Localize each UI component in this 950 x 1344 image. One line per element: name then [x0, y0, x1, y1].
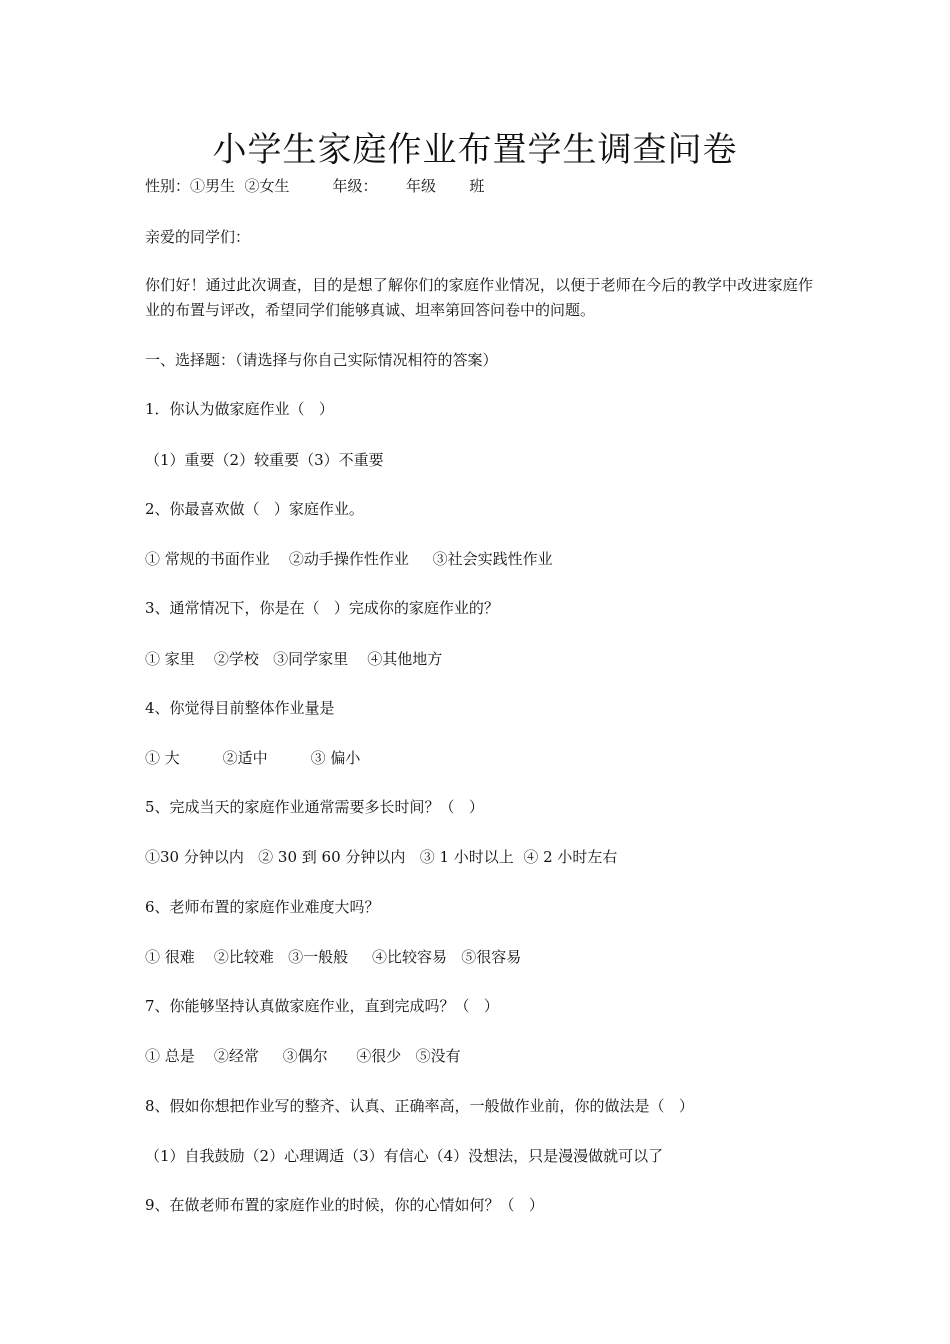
- section-heading: 一、选择题：（请选择与你自己实际情况相符的答案）: [145, 351, 498, 369]
- question-7-options: ① 总是 ②经常 ③偶尔 ④很少 ⑤没有: [145, 1047, 461, 1065]
- page-title: 小学生家庭作业布置学生调查问卷: [212, 130, 738, 170]
- question-5: 5、完成当天的家庭作业通常需要多长时间？（ ）: [145, 798, 484, 816]
- intro-paragraph: 你们好！通过此次调查，目的是想了解你们的家庭作业情况，以便于老师在今后的教学中改进家庭作业的布置与评改，希望同学们能够真诚、坦率第回答问卷中的问题。: [145, 276, 813, 319]
- question-6: 6、老师布置的家庭作业难度大吗？: [145, 898, 380, 916]
- question-9: 9、在做老师布置的家庭作业的时候，你的心情如何？（ ）: [145, 1196, 544, 1214]
- question-5-options: ①30 分钟以内 ② 30 到 60 分钟以内 ③ 1 小时以上 ④ 2 小时左右: [145, 848, 618, 866]
- greeting: 亲爱的同学们：: [145, 228, 251, 246]
- question-3: 3、通常情况下，你是在（ ）完成你的家庭作业的？: [145, 599, 499, 617]
- info-line: 性别：①男生 ②女生 年级： 年级 班: [145, 177, 485, 195]
- question-7: 7、你能够坚持认真做家庭作业，直到完成吗？（ ）: [145, 997, 499, 1015]
- question-8: 8、假如你想把作业写的整齐、认真、正确率高，一般做作业前，你的做法是（ ）: [145, 1097, 694, 1115]
- question-1-options: （1）重要（2）较重要（3）不重要: [145, 451, 384, 469]
- question-8-options: （1）自我鼓励（2）心理调适（3）有信心（4）没想法，只是漫漫做就可以了: [145, 1147, 664, 1165]
- question-2: 2、你最喜欢做（ ）家庭作业。: [145, 500, 364, 518]
- question-1: 1．你认为做家庭作业（ ）: [145, 400, 334, 418]
- question-6-options: ① 很难 ②比较难 ③一般般 ④比较容易 ⑤很容易: [145, 948, 522, 966]
- question-3-options: ① 家里 ②学校 ③同学家里 ④其他地方: [145, 650, 443, 668]
- question-4: 4、你觉得目前整体作业量是: [145, 699, 335, 717]
- question-4-options: ① 大 ②适中 ③ 偏小: [145, 749, 361, 767]
- question-2-options: ① 常规的书面作业 ②动手操作性作业 ③社会实践性作业: [145, 550, 553, 568]
